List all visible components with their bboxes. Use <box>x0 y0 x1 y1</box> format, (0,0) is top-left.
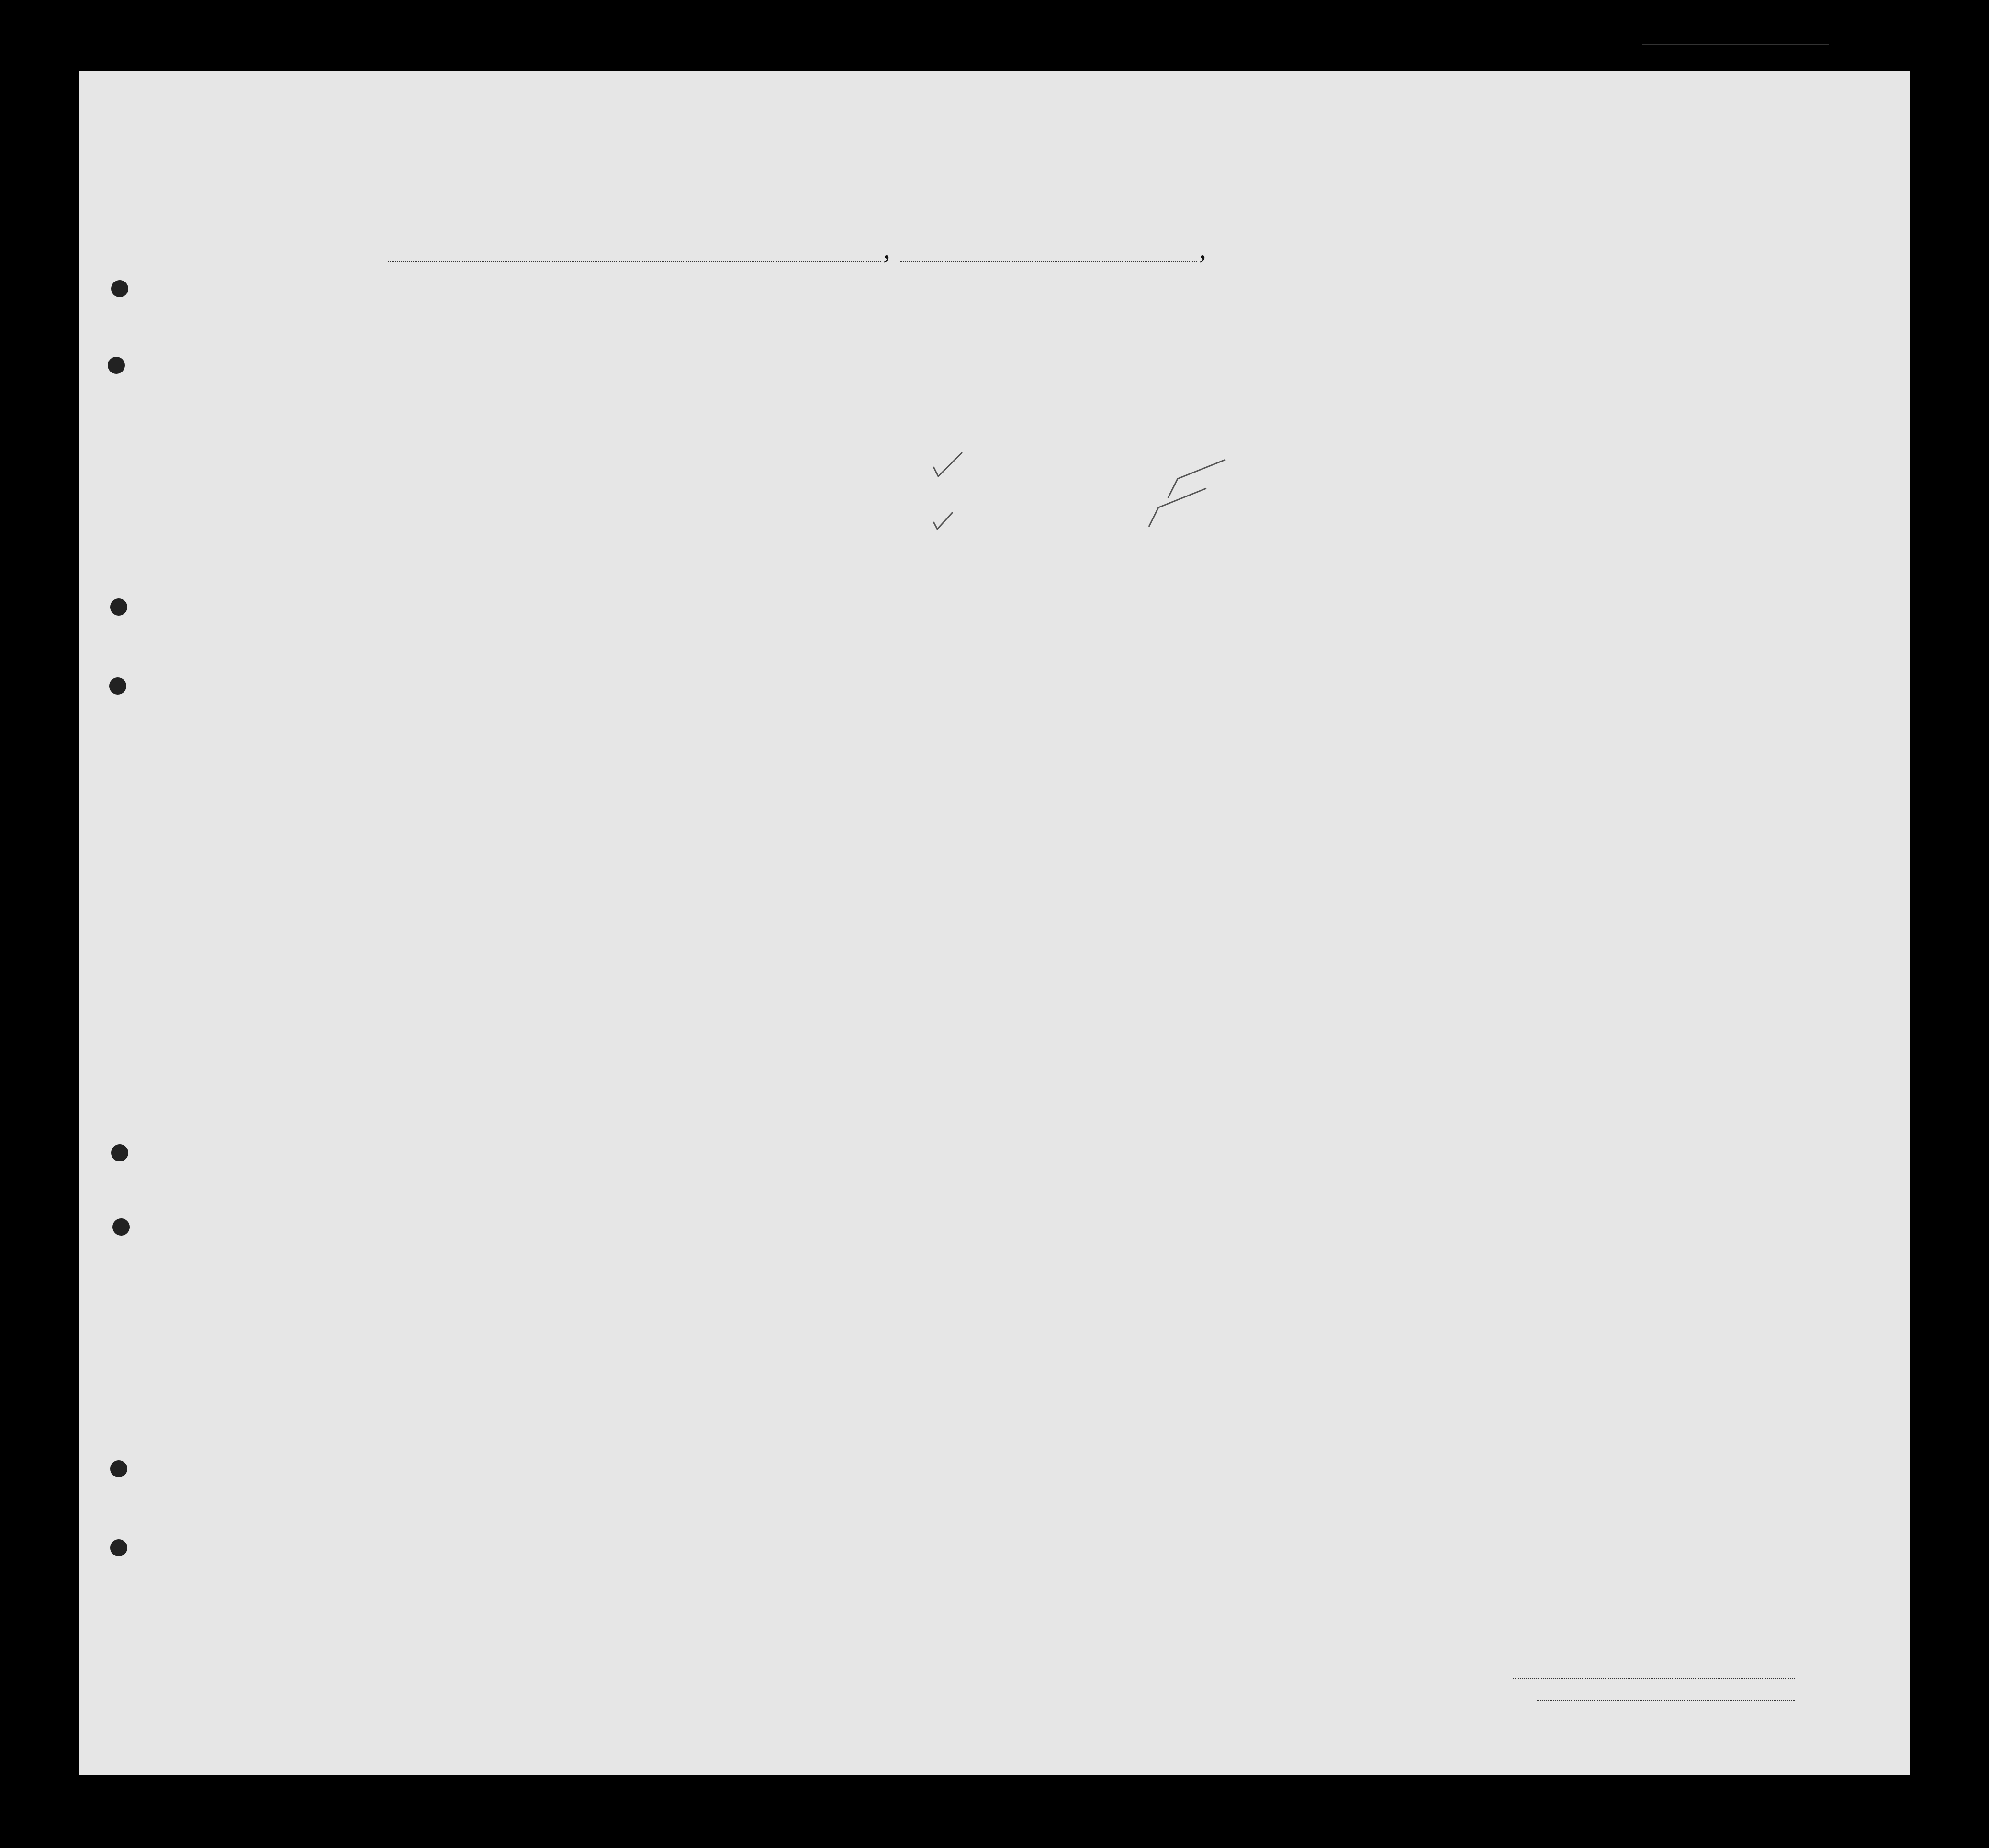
header-purpose-return <box>1179 345 1207 440</box>
punch-hole <box>110 1539 127 1556</box>
punch-hole <box>108 357 125 374</box>
header-prison <box>1276 316 1309 440</box>
comma-2: , <box>1199 233 1206 264</box>
header-inches <box>1609 400 1624 436</box>
port-underline <box>388 261 881 262</box>
agents-underline <box>1537 1700 1795 1701</box>
list-underline <box>1642 44 1829 45</box>
punch-hole <box>111 280 128 297</box>
owners-underline <box>1513 1678 1795 1679</box>
header-feet <box>1590 412 1605 436</box>
punch-hole <box>112 1218 130 1236</box>
header-offer <box>1407 316 1436 440</box>
header-money <box>737 314 758 440</box>
header-polygamist <box>1315 316 1329 440</box>
header-purpose-citizen <box>1247 345 1271 440</box>
header-purpose-length <box>1220 345 1246 440</box>
punch-hole <box>111 1144 128 1161</box>
header-anarchist <box>1339 316 1354 440</box>
comma-1: , <box>883 233 890 264</box>
header-ticket <box>615 314 635 440</box>
header-arrested <box>1463 316 1482 440</box>
header-excluded <box>1441 316 1460 440</box>
punch-hole <box>110 1460 127 1477</box>
punch-hole <box>109 677 126 695</box>
punch-hole <box>110 598 127 616</box>
date-underline <box>900 261 1197 262</box>
header-overthrow <box>1360 316 1405 440</box>
